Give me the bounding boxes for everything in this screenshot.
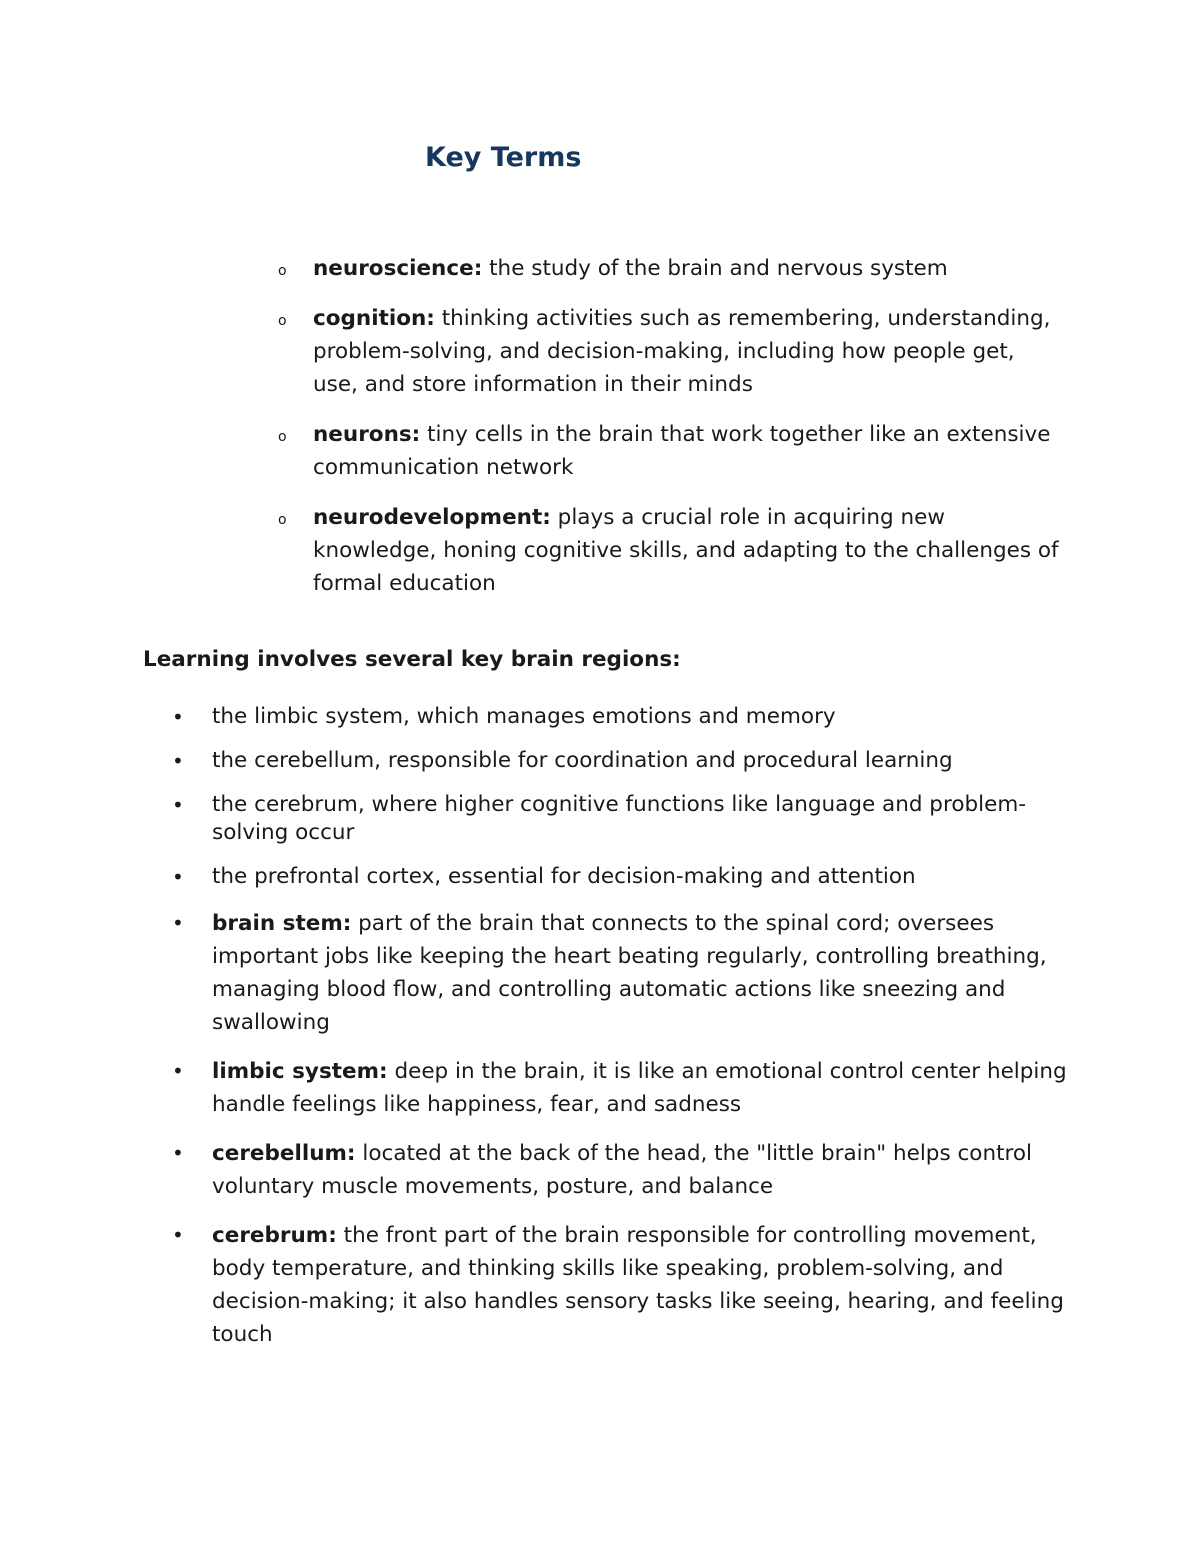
dot-bullet-icon: •	[172, 911, 184, 935]
dot-bullet-icon: •	[172, 865, 184, 889]
region-term-definition: the front part of the brain responsible for controlling movement, body temperature, and thinking skills like speaking, problem-solving, and decision-making; it also handles sensory tasks like seeing, hearing, and feeling touch	[212, 1223, 1064, 1347]
region-definition-item	[172, 1137, 1072, 1203]
region-term-label: brain stem:	[212, 911, 352, 936]
region-item	[172, 747, 1072, 775]
dot-bullet-icon: •	[172, 1141, 184, 1165]
region-term-definition: deep in the brain, it is like an emotional control center helping handle feelings like happiness, fear, and sadness	[212, 1059, 1067, 1117]
regions-heading: Learning involves several key brain regions:	[143, 647, 681, 672]
page-title: Key Terms	[425, 142, 582, 173]
dot-bullet-icon: •	[172, 1059, 184, 1083]
term-definition: plays a crucial role in acquiring new knowledge, honing cognitive skills, and adapting to the challenges of formal education	[313, 505, 1059, 596]
region-text: the cerebellum, responsible for coordination and procedural learning	[212, 748, 953, 773]
region-term-label: cerebellum:	[212, 1141, 356, 1166]
circle-bullet-icon: o	[278, 429, 287, 445]
dot-bullet-icon: •	[172, 705, 184, 729]
term-label: neuroscience:	[313, 256, 483, 281]
brain-regions-list	[172, 703, 1072, 1367]
dot-bullet-icon: •	[172, 1223, 184, 1247]
key-term-item	[272, 418, 1062, 484]
key-term-item	[272, 501, 1062, 600]
dot-bullet-icon: •	[172, 793, 184, 817]
term-label: neurons:	[313, 422, 421, 447]
region-definition-item	[172, 1219, 1072, 1351]
key-term-item	[272, 302, 1062, 401]
region-text: the prefrontal cortex, essential for decision-making and attention	[212, 864, 916, 889]
region-item	[172, 863, 1072, 891]
term-label: cognition:	[313, 306, 435, 331]
term-definition: tiny cells in the brain that work together like an extensive communication network	[313, 422, 1051, 480]
term-label: neurodevelopment:	[313, 505, 551, 530]
term-definition: thinking activities such as remembering, understanding, problem-solving, and decision-making, including how people get, use, and store information in their minds	[313, 306, 1051, 397]
circle-bullet-icon: o	[278, 313, 287, 329]
key-terms-list	[272, 252, 1062, 617]
region-item	[172, 703, 1072, 731]
dot-bullet-icon: •	[172, 749, 184, 773]
region-term-label: cerebrum:	[212, 1223, 337, 1248]
region-text: the limbic system, which manages emotions and memory	[212, 704, 836, 729]
region-item	[172, 791, 1072, 847]
region-term-label: limbic system:	[212, 1059, 388, 1084]
region-text: the cerebrum, where higher cognitive functions like language and problem-solving occur	[212, 792, 1027, 845]
circle-bullet-icon: o	[278, 263, 287, 279]
region-term-definition: located at the back of the head, the "little brain" helps control voluntary muscle movements, posture, and balance	[212, 1141, 1033, 1199]
circle-bullet-icon: o	[278, 512, 287, 528]
term-definition: the study of the brain and nervous system	[482, 256, 948, 281]
region-term-definition: part of the brain that connects to the spinal cord; oversees important jobs like keeping the heart beating regularly, controlling breathing, managing blood flow, and controlling automatic actions like sneezing and swallowing	[212, 911, 1047, 1035]
region-definition-item	[172, 907, 1072, 1039]
region-definition-item	[172, 1055, 1072, 1121]
key-term-item	[272, 252, 1062, 285]
